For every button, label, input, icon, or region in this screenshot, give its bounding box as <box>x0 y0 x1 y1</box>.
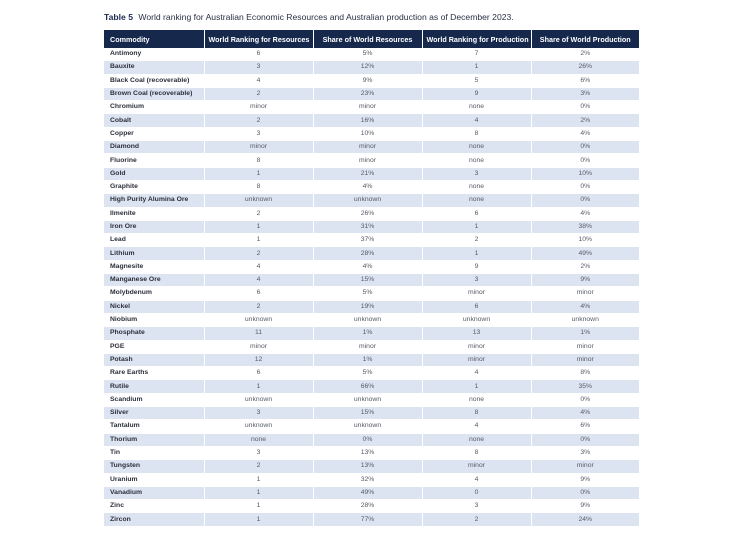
table-row <box>104 274 639 287</box>
commodity-cell: Fluorine <box>104 154 204 167</box>
production-ranking-cell: 8 <box>422 446 531 459</box>
production-ranking-cell: unknown <box>422 313 531 326</box>
production-ranking-cell: 7 <box>422 48 531 61</box>
resource-ranking-cell: unknown <box>204 393 313 406</box>
production-share-cell: unknown <box>531 313 639 326</box>
production-share-cell: 38% <box>531 220 639 233</box>
production-share-cell: minor <box>531 353 639 366</box>
resource-share-cell: 28% <box>313 500 422 513</box>
production-share-cell: 0% <box>531 180 639 193</box>
resource-share-cell: minor <box>313 340 422 353</box>
production-share-cell: 0% <box>531 486 639 499</box>
resource-ranking-cell: 3 <box>204 407 313 420</box>
table-header-row <box>104 30 639 48</box>
resource-share-cell: unknown <box>313 313 422 326</box>
resource-ranking-cell: 1 <box>204 220 313 233</box>
resource-share-cell: 23% <box>313 87 422 100</box>
resource-share-cell: 21% <box>313 167 422 180</box>
production-share-cell: 9% <box>531 500 639 513</box>
table-row <box>104 300 639 313</box>
table-caption-label: Table 5 <box>104 12 133 22</box>
resource-share-cell: 49% <box>313 486 422 499</box>
resource-ranking-cell: 6 <box>204 287 313 300</box>
resource-ranking-cell: 8 <box>204 180 313 193</box>
production-share-cell: 8% <box>531 367 639 380</box>
resource-ranking-cell: none <box>204 433 313 446</box>
commodity-cell: Graphite <box>104 180 204 193</box>
production-ranking-cell: none <box>422 141 531 154</box>
production-ranking-cell: 8 <box>422 127 531 140</box>
resource-share-cell: 4% <box>313 180 422 193</box>
column-header-resource-share: Share of World Resources <box>313 30 422 48</box>
production-ranking-cell: 4 <box>422 420 531 433</box>
production-share-cell: 0% <box>531 154 639 167</box>
production-share-cell: 0% <box>531 393 639 406</box>
production-ranking-cell: 2 <box>422 234 531 247</box>
commodity-cell: Manganese Ore <box>104 274 204 287</box>
resource-share-cell: 15% <box>313 274 422 287</box>
production-ranking-cell: 8 <box>422 407 531 420</box>
commodity-cell: Ilmenite <box>104 207 204 220</box>
resource-share-cell: 0% <box>313 433 422 446</box>
production-share-cell: 0% <box>531 433 639 446</box>
resource-share-cell: 37% <box>313 234 422 247</box>
table-row <box>104 380 639 393</box>
resource-share-cell: 13% <box>313 446 422 459</box>
production-share-cell: 2% <box>531 260 639 273</box>
commodity-ranking-table <box>104 30 639 527</box>
table-row <box>104 101 639 114</box>
table-row <box>104 220 639 233</box>
production-ranking-cell: 9 <box>422 260 531 273</box>
table-row <box>104 313 639 326</box>
resource-share-cell: 1% <box>313 327 422 340</box>
commodity-cell: Nickel <box>104 300 204 313</box>
production-share-cell: 4% <box>531 127 639 140</box>
production-share-cell: 4% <box>531 207 639 220</box>
table-row <box>104 180 639 193</box>
commodity-cell: Scandium <box>104 393 204 406</box>
resource-share-cell: minor <box>313 101 422 114</box>
table-row <box>104 353 639 366</box>
resource-ranking-cell: 4 <box>204 274 313 287</box>
commodity-cell: Silver <box>104 407 204 420</box>
commodity-cell: Tantalum <box>104 420 204 433</box>
resource-share-cell: 5% <box>313 48 422 61</box>
resource-ranking-cell: 1 <box>204 513 313 526</box>
table-row <box>104 486 639 499</box>
commodity-cell: Iron Ore <box>104 220 204 233</box>
production-share-cell: 3% <box>531 87 639 100</box>
table-row <box>104 194 639 207</box>
production-ranking-cell: 0 <box>422 486 531 499</box>
production-ranking-cell: 6 <box>422 207 531 220</box>
table-row <box>104 367 639 380</box>
production-ranking-cell: 5 <box>422 74 531 87</box>
production-ranking-cell: 13 <box>422 327 531 340</box>
column-header-production-share: Share of World Production <box>531 30 639 48</box>
resource-ranking-cell: 1 <box>204 234 313 247</box>
table-row <box>104 340 639 353</box>
table-row <box>104 207 639 220</box>
resource-share-cell: 19% <box>313 300 422 313</box>
resource-share-cell: 1% <box>313 353 422 366</box>
resource-share-cell: 66% <box>313 380 422 393</box>
production-ranking-cell: 4 <box>422 367 531 380</box>
table-row <box>104 167 639 180</box>
resource-ranking-cell: 2 <box>204 114 313 127</box>
commodity-cell: Zinc <box>104 500 204 513</box>
production-ranking-cell: 9 <box>422 87 531 100</box>
production-ranking-cell: none <box>422 194 531 207</box>
commodity-cell: Rare Earths <box>104 367 204 380</box>
resource-share-cell: 31% <box>313 220 422 233</box>
production-share-cell: 6% <box>531 420 639 433</box>
production-ranking-cell: 6 <box>422 300 531 313</box>
production-ranking-cell: none <box>422 393 531 406</box>
table-row <box>104 513 639 526</box>
resource-share-cell: 4% <box>313 260 422 273</box>
production-share-cell: minor <box>531 287 639 300</box>
commodity-cell: Magnesite <box>104 260 204 273</box>
production-share-cell: 1% <box>531 327 639 340</box>
commodity-cell: Gold <box>104 167 204 180</box>
table-caption-text: World ranking for Australian Economic Resources and Australian production as of December 2023. <box>138 12 514 22</box>
commodity-cell: Zircon <box>104 513 204 526</box>
commodity-cell: Vanadium <box>104 486 204 499</box>
resource-ranking-cell: 4 <box>204 74 313 87</box>
commodity-cell: Lead <box>104 234 204 247</box>
commodity-cell: High Purity Alumina Ore <box>104 194 204 207</box>
table-row <box>104 287 639 300</box>
table-row <box>104 260 639 273</box>
resource-share-cell: 15% <box>313 407 422 420</box>
table-row <box>104 460 639 473</box>
production-ranking-cell: none <box>422 101 531 114</box>
production-share-cell: 35% <box>531 380 639 393</box>
resource-ranking-cell: 1 <box>204 380 313 393</box>
resource-ranking-cell: 1 <box>204 167 313 180</box>
production-share-cell: 0% <box>531 141 639 154</box>
commodity-cell: Tungsten <box>104 460 204 473</box>
resource-ranking-cell: 12 <box>204 353 313 366</box>
resource-share-cell: minor <box>313 154 422 167</box>
resource-ranking-cell: 6 <box>204 367 313 380</box>
production-share-cell: 2% <box>531 48 639 61</box>
resource-ranking-cell: unknown <box>204 194 313 207</box>
commodity-cell: Lithium <box>104 247 204 260</box>
commodity-cell: Potash <box>104 353 204 366</box>
resource-share-cell: 16% <box>313 114 422 127</box>
commodity-cell: Rutile <box>104 380 204 393</box>
production-share-cell: 4% <box>531 407 639 420</box>
production-share-cell: 4% <box>531 300 639 313</box>
production-ranking-cell: 1 <box>422 247 531 260</box>
production-ranking-cell: minor <box>422 287 531 300</box>
resource-ranking-cell: 3 <box>204 446 313 459</box>
column-header-production-ranking: World Ranking for Production <box>422 30 531 48</box>
resource-ranking-cell: minor <box>204 101 313 114</box>
commodity-cell: Phosphate <box>104 327 204 340</box>
table-row <box>104 61 639 74</box>
table-row <box>104 127 639 140</box>
production-share-cell: 9% <box>531 274 639 287</box>
production-ranking-cell: 1 <box>422 61 531 74</box>
commodity-cell: Antimony <box>104 48 204 61</box>
table-row <box>104 114 639 127</box>
production-ranking-cell: 3 <box>422 274 531 287</box>
resource-share-cell: 5% <box>313 287 422 300</box>
resource-ranking-cell: 2 <box>204 300 313 313</box>
table-row <box>104 247 639 260</box>
production-share-cell: minor <box>531 340 639 353</box>
resource-share-cell: unknown <box>313 393 422 406</box>
table-row <box>104 87 639 100</box>
production-ranking-cell: 4 <box>422 114 531 127</box>
production-share-cell: 0% <box>531 194 639 207</box>
resource-ranking-cell: 8 <box>204 154 313 167</box>
resource-share-cell: 32% <box>313 473 422 486</box>
commodity-cell: Copper <box>104 127 204 140</box>
resource-ranking-cell: 3 <box>204 61 313 74</box>
resource-share-cell: 77% <box>313 513 422 526</box>
column-header-resource-ranking: World Ranking for Resources <box>204 30 313 48</box>
resource-share-cell: 5% <box>313 367 422 380</box>
resource-ranking-cell: 6 <box>204 48 313 61</box>
resource-ranking-cell: 2 <box>204 247 313 260</box>
production-share-cell: 10% <box>531 234 639 247</box>
resource-share-cell: 9% <box>313 74 422 87</box>
commodity-cell: Uranium <box>104 473 204 486</box>
commodity-cell: Tin <box>104 446 204 459</box>
table-row <box>104 407 639 420</box>
production-share-cell: 2% <box>531 114 639 127</box>
table-body <box>104 48 639 526</box>
table-row <box>104 234 639 247</box>
table-row <box>104 74 639 87</box>
commodity-cell: Bauxite <box>104 61 204 74</box>
resource-share-cell: 10% <box>313 127 422 140</box>
production-share-cell: 6% <box>531 74 639 87</box>
table-row <box>104 473 639 486</box>
commodity-cell: Thorium <box>104 433 204 446</box>
production-share-cell: 3% <box>531 446 639 459</box>
table-row <box>104 141 639 154</box>
resource-ranking-cell: unknown <box>204 420 313 433</box>
production-ranking-cell: 1 <box>422 220 531 233</box>
resource-ranking-cell: minor <box>204 340 313 353</box>
commodity-cell: Chromium <box>104 101 204 114</box>
resource-ranking-cell: 2 <box>204 207 313 220</box>
resource-share-cell: unknown <box>313 194 422 207</box>
table-row <box>104 48 639 61</box>
resource-ranking-cell: unknown <box>204 313 313 326</box>
commodity-cell: Diamond <box>104 141 204 154</box>
production-ranking-cell: minor <box>422 460 531 473</box>
production-ranking-cell: 2 <box>422 513 531 526</box>
resource-share-cell: 12% <box>313 61 422 74</box>
production-ranking-cell: 3 <box>422 500 531 513</box>
production-share-cell: 10% <box>531 167 639 180</box>
table-row <box>104 327 639 340</box>
column-header-commodity: Commodity <box>104 30 204 48</box>
table-row <box>104 500 639 513</box>
resource-ranking-cell: 4 <box>204 260 313 273</box>
commodity-cell: Cobalt <box>104 114 204 127</box>
production-ranking-cell: minor <box>422 340 531 353</box>
production-share-cell: 26% <box>531 61 639 74</box>
commodity-cell: Niobium <box>104 313 204 326</box>
commodity-cell: Brown Coal (recoverable) <box>104 87 204 100</box>
resource-ranking-cell: 1 <box>204 473 313 486</box>
resource-ranking-cell: 1 <box>204 486 313 499</box>
production-share-cell: 49% <box>531 247 639 260</box>
production-share-cell: 9% <box>531 473 639 486</box>
production-share-cell: 24% <box>531 513 639 526</box>
resource-share-cell: unknown <box>313 420 422 433</box>
resource-share-cell: 28% <box>313 247 422 260</box>
production-ranking-cell: 4 <box>422 473 531 486</box>
resource-share-cell: minor <box>313 141 422 154</box>
commodity-cell: PGE <box>104 340 204 353</box>
resource-ranking-cell: 1 <box>204 500 313 513</box>
production-ranking-cell: none <box>422 180 531 193</box>
table-row <box>104 154 639 167</box>
production-ranking-cell: minor <box>422 353 531 366</box>
resource-ranking-cell: 11 <box>204 327 313 340</box>
resource-ranking-cell: minor <box>204 141 313 154</box>
resource-share-cell: 26% <box>313 207 422 220</box>
resource-ranking-cell: 2 <box>204 87 313 100</box>
production-ranking-cell: 1 <box>422 380 531 393</box>
table-row <box>104 420 639 433</box>
production-share-cell: minor <box>531 460 639 473</box>
production-share-cell: 0% <box>531 101 639 114</box>
production-ranking-cell: none <box>422 154 531 167</box>
commodity-cell: Molybdenum <box>104 287 204 300</box>
resource-ranking-cell: 3 <box>204 127 313 140</box>
table-caption <box>104 12 514 22</box>
production-ranking-cell: none <box>422 433 531 446</box>
resource-share-cell: 13% <box>313 460 422 473</box>
commodity-cell: Black Coal (recoverable) <box>104 74 204 87</box>
table-row <box>104 446 639 459</box>
table-row <box>104 433 639 446</box>
resource-ranking-cell: 2 <box>204 460 313 473</box>
production-ranking-cell: 3 <box>422 167 531 180</box>
table-row <box>104 393 639 406</box>
